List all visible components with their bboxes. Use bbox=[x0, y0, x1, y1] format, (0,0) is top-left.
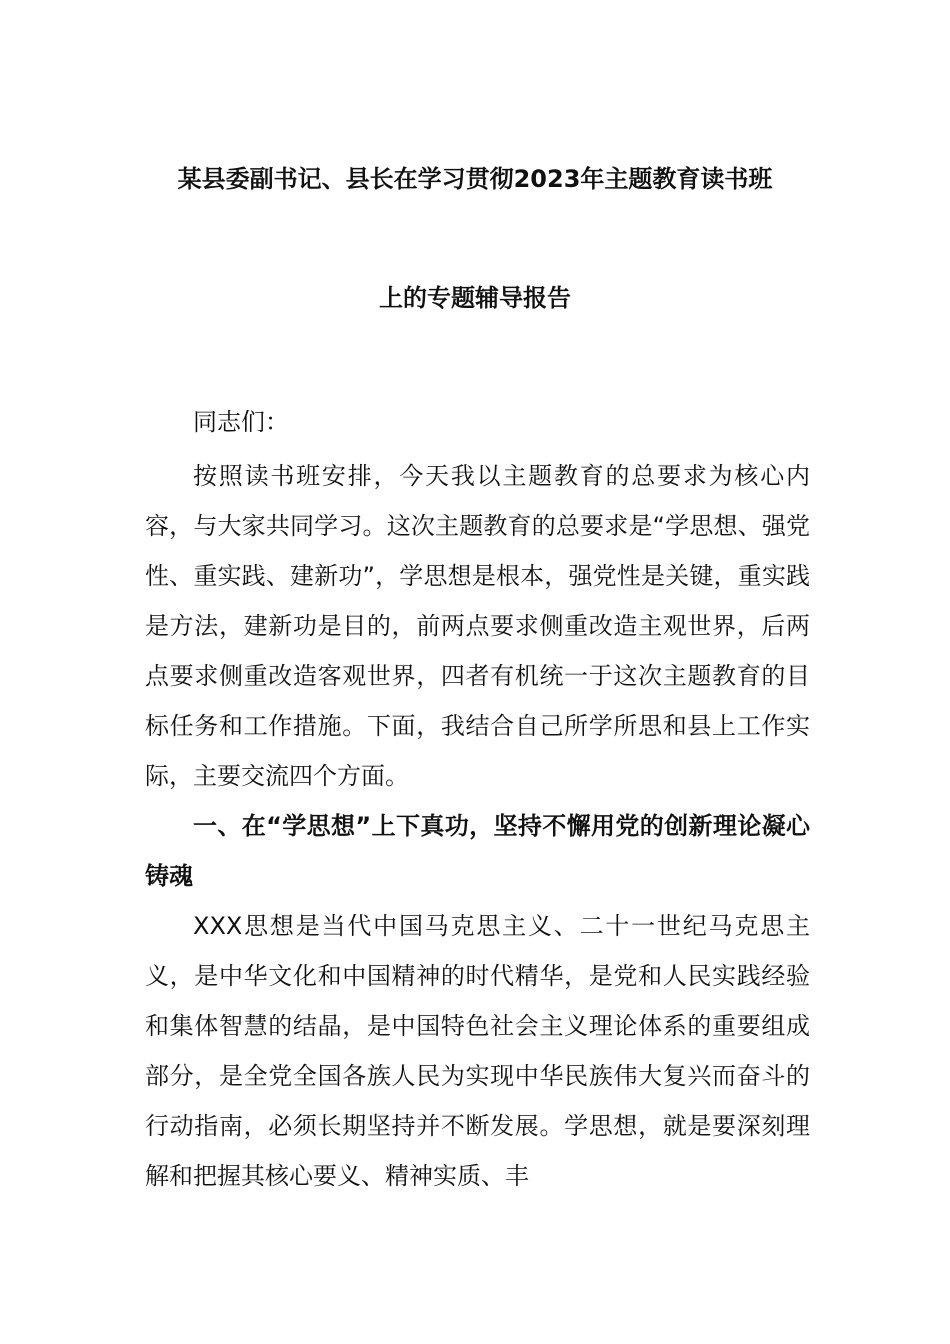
document-body bbox=[145, 401, 810, 1201]
section-heading-1: 一、在“学思想”上下真功，坚持不懈用党的创新理论凝心铸魂 bbox=[145, 812, 810, 890]
paragraph-intro: 按照读书班安排，今天我以主题教育的总要求为核心内容，与大家共同学习。这次主题教育的总要求是“学思想、强党性、重实践、建新功”，学思想是根本，强党性是关键，重实践是方法，建新功是目的，前两点要求侧重改造主观世界，后两点要求侧重改造客观世界，四者有机统一于这次主题教育的目标任务和工作措施。下面，我结合自己所学所思和县上工作实际，主要交流四个方面。 bbox=[145, 462, 810, 790]
document-title-line-1: 某县委副书记、县长在学习贯彻2023年主题教育读书班 bbox=[177, 165, 773, 193]
salutation: 同志们： bbox=[193, 408, 289, 436]
paragraph-section-1: XXX思想是当代中国马克思主义、二十一世纪马克思主义，是中华文化和中国精神的时代精华，是党和人民实践经验和集体智慧的结晶，是中国特色社会主义理论体系的重要组成部分，是全党全国各族人民为实现中华民族伟大复兴而奋斗的行动指南，必须长期坚持并不断发展。学思想，就是要深刻理解和把握其核心要义、精神实质、丰 bbox=[145, 912, 810, 1190]
document-title-line-2: 上的专题辅导报告 bbox=[379, 284, 571, 312]
